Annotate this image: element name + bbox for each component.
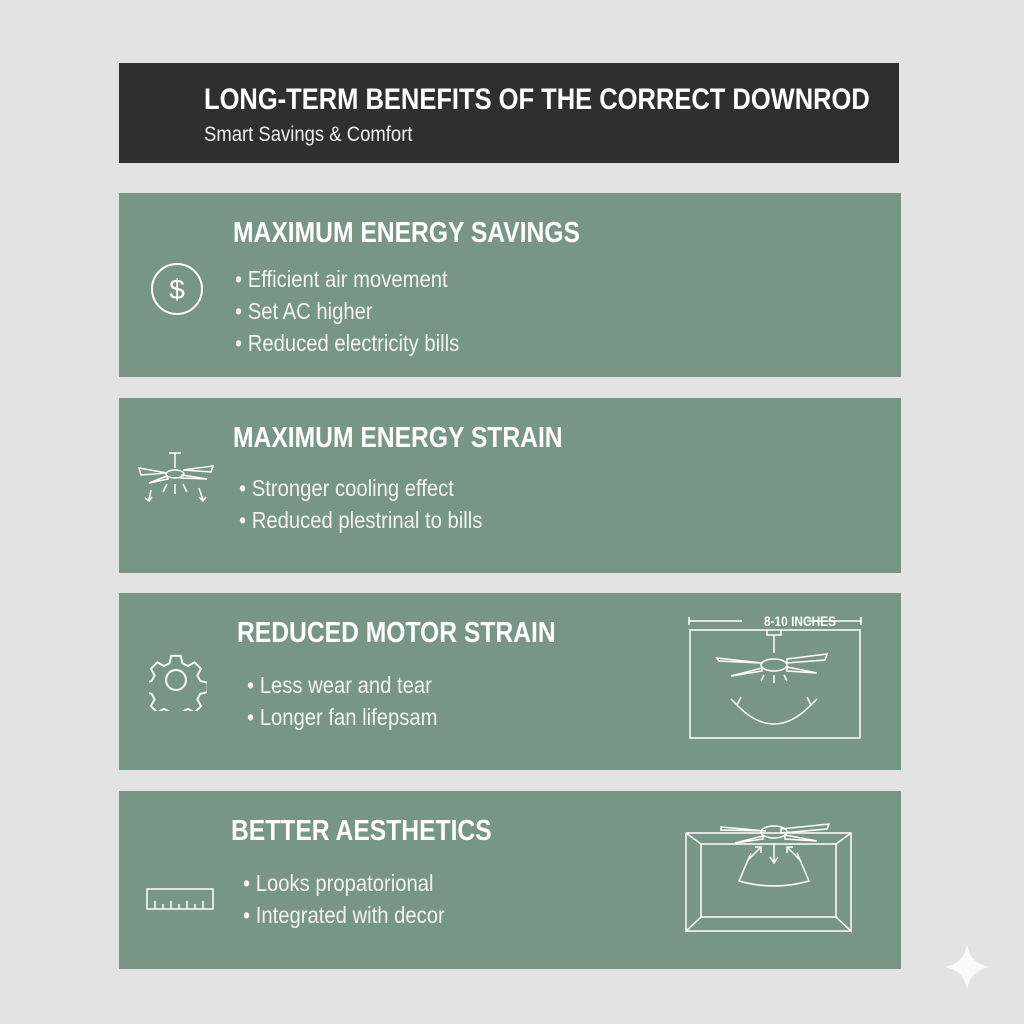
- sparkle-icon: [942, 942, 992, 992]
- bullet-item: • Longer fan lifepsam: [247, 701, 437, 733]
- panel-motor-strain: [119, 593, 901, 770]
- dollar-icon: [149, 261, 205, 317]
- svg-text:$: $: [169, 274, 185, 305]
- panel-aesthetics: [119, 791, 901, 969]
- downrod-length-label: 8-10 INCHES: [763, 613, 837, 629]
- bullet-item: • Less wear and tear: [247, 669, 437, 701]
- bullet-list: [239, 472, 482, 536]
- ceiling-fan-icon: [137, 448, 217, 513]
- bullet-list: [235, 263, 459, 359]
- bullet-item: • Reduced plestrinal to bills: [239, 504, 482, 536]
- bullet-item: • Looks propatorional: [243, 867, 445, 899]
- fan-clearance-diagram: [687, 613, 867, 748]
- header-banner: [119, 63, 899, 163]
- bullet-item: • Efficient air movement: [235, 263, 459, 295]
- bullet-item: • Reduced electricity bills: [235, 327, 459, 359]
- panel-title: REDUCED MOTOR STRAIN: [237, 617, 556, 649]
- panel-energy-savings: [119, 193, 901, 377]
- ruler-icon: [145, 887, 215, 911]
- gear-icon: [149, 653, 207, 711]
- bullet-item: • Stronger cooling effect: [239, 472, 482, 504]
- bullet-item: • Set AC higher: [235, 295, 459, 327]
- bullet-item: • Integrated with decor: [243, 899, 445, 931]
- panel-title: MAXIMUM ENERGY SAVINGS: [233, 217, 580, 249]
- bullet-list: [247, 669, 437, 733]
- panel-energy-strain: [119, 398, 901, 573]
- bullet-list: [243, 867, 445, 931]
- page-subtitle: Smart Savings & Comfort: [204, 123, 413, 146]
- page-title: LONG-TERM BENEFITS OF THE CORRECT DOWNROD: [204, 83, 870, 116]
- panel-title: MAXIMUM ENERGY STRAIN: [233, 422, 563, 454]
- room-fan-diagram: [681, 819, 861, 937]
- panel-title: BETTER AESTHETICS: [231, 815, 492, 847]
